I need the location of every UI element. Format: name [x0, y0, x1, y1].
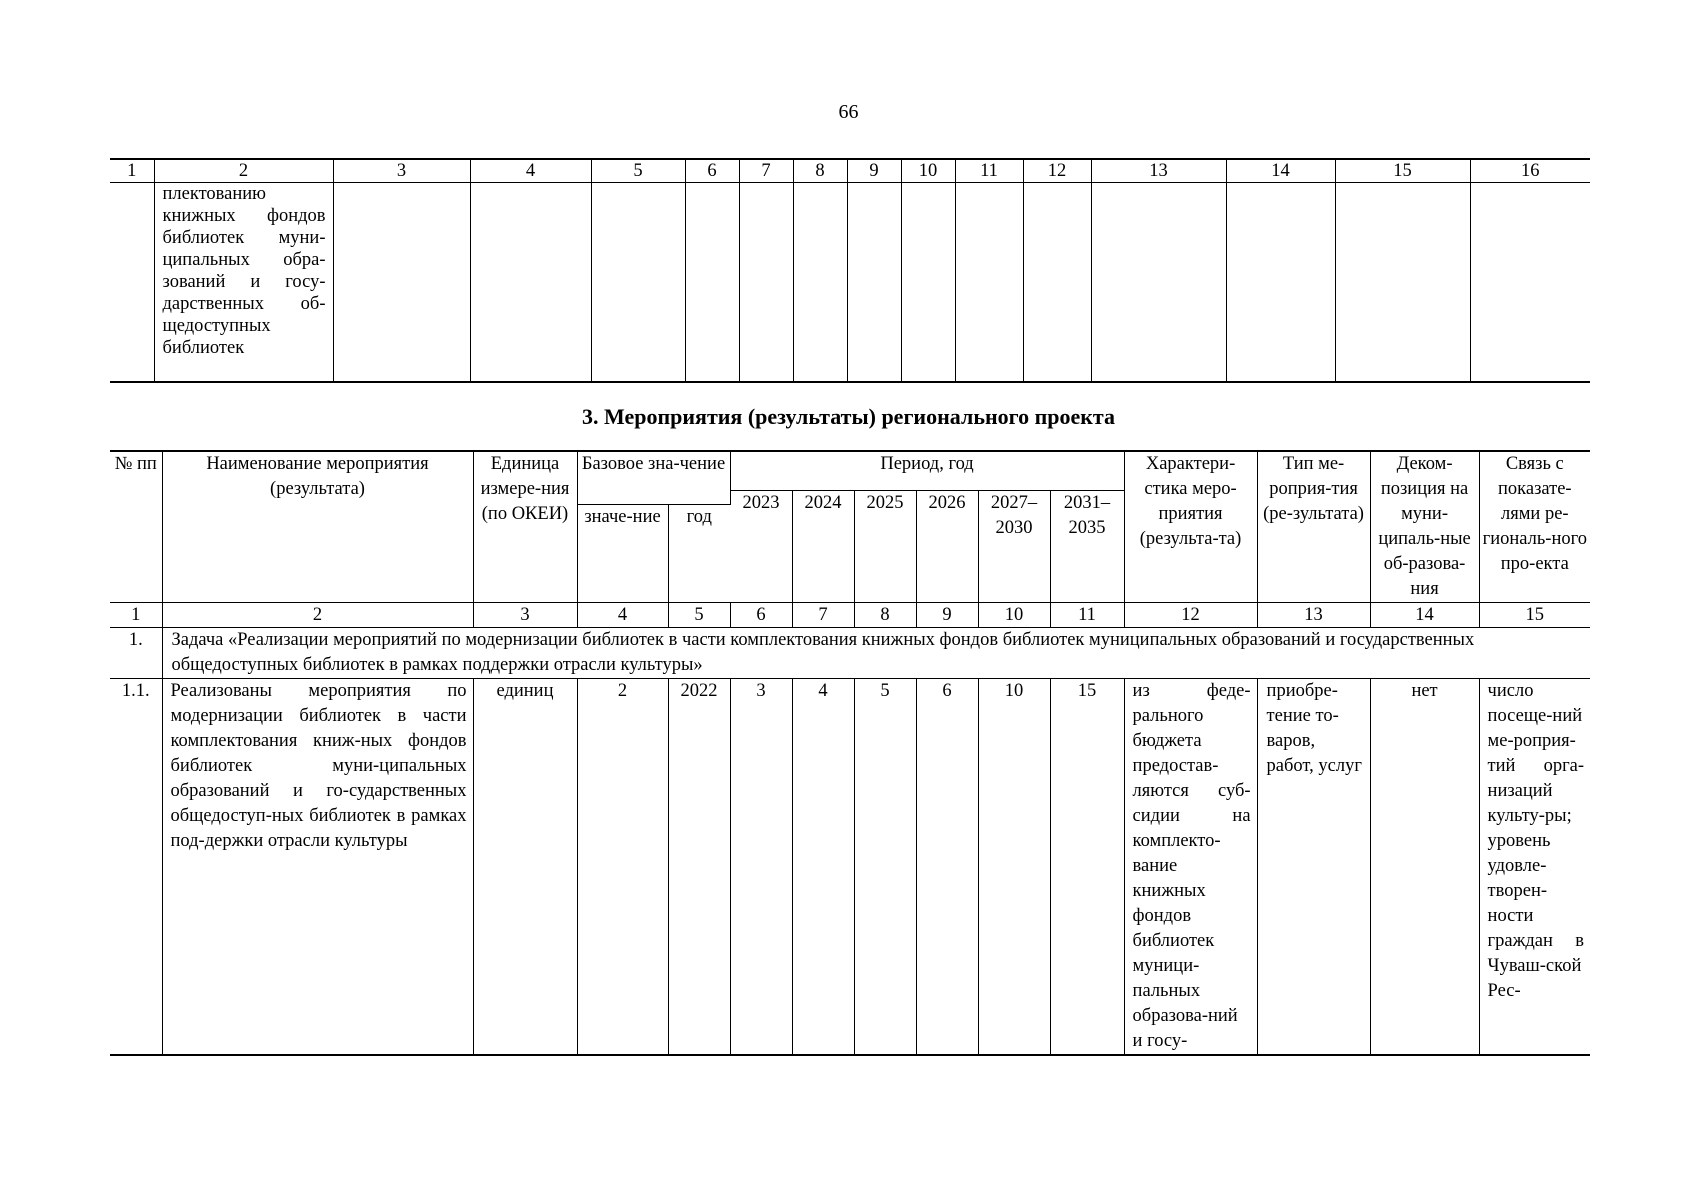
column-number: 3: [333, 159, 470, 183]
header-year: 2024: [792, 491, 854, 603]
column-number: 1: [110, 603, 162, 628]
column-number: 15: [1335, 159, 1470, 183]
column-number: 14: [1370, 603, 1479, 628]
column-number: 6: [685, 159, 739, 183]
header-row: [110, 451, 1590, 491]
column-number: 4: [577, 603, 668, 628]
column-number: 4: [470, 159, 591, 183]
row-base-year: 2022: [668, 679, 730, 1056]
table-row: [110, 679, 1590, 1056]
continuation-table: [110, 158, 1590, 383]
column-number: 9: [847, 159, 901, 183]
row-value-2026: 6: [916, 679, 978, 1056]
table-cell: [333, 183, 470, 383]
row-type: приобре-тение то-варов, работ, услуг: [1257, 679, 1370, 1056]
header-link: Связь с показате-лями ре-гиональ-ного про-екта: [1479, 451, 1590, 603]
header-type: Тип ме-роприя-тия (ре-зультата): [1257, 451, 1370, 603]
header-base: Базовое зна-чение: [577, 451, 730, 505]
column-number: 11: [955, 159, 1023, 183]
header-year: 2023: [730, 491, 792, 603]
column-number: 6: [730, 603, 792, 628]
row-value-2024: 4: [792, 679, 854, 1056]
column-number: 2: [162, 603, 473, 628]
column-number: 7: [739, 159, 793, 183]
row-name: Реализованы мероприятия по модернизации библиотек в части комплектования книж-ных фондов библиотек муни-ципальных образований и го-сударственных общедоступ-ных библиотек в рамках под-держки отрасли культуры: [162, 679, 473, 1056]
table-cell: [1091, 183, 1226, 383]
table-cell: [1335, 183, 1470, 383]
header-num: № пп: [110, 451, 162, 603]
table-cell: [955, 183, 1023, 383]
column-number: 14: [1226, 159, 1335, 183]
column-number: 3: [473, 603, 577, 628]
column-number: 11: [1050, 603, 1124, 628]
table-cell: [110, 183, 154, 383]
table-cell: [685, 183, 739, 383]
column-number: 1: [110, 159, 154, 183]
row-num: 1.1.: [110, 679, 162, 1056]
table-cell: [901, 183, 955, 383]
header-year: 2027–2030: [978, 491, 1050, 603]
column-number: 5: [591, 159, 685, 183]
header-unit: Единица измере-ния (по ОКЕИ): [473, 451, 577, 603]
row-link: число посеще-ний ме-роприя-тий орга-низаций культу-ры; уровень удовле-творен-ности граждан в Чуваш-ской Рес-: [1479, 679, 1590, 1056]
table-cell: [793, 183, 847, 383]
table-cell: [1470, 183, 1590, 383]
header-year: 2031–2035: [1050, 491, 1124, 603]
table-cell: [1226, 183, 1335, 383]
row-characteristic: из феде-рального бюджета предостав-ляются суб-сидии на комплекто-вание книжных фондов библиотек муници-пальных образова-ний и госу-: [1124, 679, 1257, 1056]
table-cell: [591, 183, 685, 383]
page-number: 66: [838, 101, 859, 123]
row-value-2027-2030: 10: [978, 679, 1050, 1056]
header-decomposition: Деком-позиция на муни-ципаль-ные об-разова-ния: [1370, 451, 1479, 603]
column-number: 13: [1257, 603, 1370, 628]
table-cell: [470, 183, 591, 383]
column-number: 13: [1091, 159, 1226, 183]
column-number: 9: [916, 603, 978, 628]
column-number-row: [110, 603, 1590, 628]
column-number: 10: [901, 159, 955, 183]
column-number: 2: [154, 159, 333, 183]
table-cell: [1023, 183, 1091, 383]
table-cell: [847, 183, 901, 383]
row-decomposition: нет: [1370, 679, 1479, 1056]
column-number: 15: [1479, 603, 1590, 628]
header-year: 2026: [916, 491, 978, 603]
column-number: 8: [854, 603, 916, 628]
row-value-2031-2035: 15: [1050, 679, 1124, 1056]
header-name: Наименование мероприятия (результата): [162, 451, 473, 603]
column-number: 10: [978, 603, 1050, 628]
row-base-value: 2: [577, 679, 668, 1056]
row-value-2023: 3: [730, 679, 792, 1056]
table-cell: [739, 183, 793, 383]
column-number: 12: [1023, 159, 1091, 183]
header-year: 2025: [854, 491, 916, 603]
task-text: Задача «Реализации мероприятий по модернизации библиотек в части комплектования книжных фондов библиотек муниципальных образований и государственных общедоступных библиотек в рамках поддержки отрасли культуры»: [162, 628, 1590, 679]
row-unit: единиц: [473, 679, 577, 1056]
header-characteristic: Характери-стика меро-приятия (результа-та): [1124, 451, 1257, 603]
task-row: [110, 628, 1590, 679]
continuation-row: [110, 183, 1590, 383]
column-number-row: [110, 159, 1590, 183]
column-number: 7: [792, 603, 854, 628]
continuation-text: плектованию книжных фондов библиотек муни-ципальных обра-зований и госу-дарственных об-щедоступных библиотек: [154, 183, 333, 383]
section-title: 3. Мероприятия (результаты) регионального проекта: [581, 404, 1116, 429]
activities-table: [110, 450, 1590, 1056]
task-num: 1.: [110, 628, 162, 679]
row-value-2025: 5: [854, 679, 916, 1056]
column-number: 16: [1470, 159, 1590, 183]
column-number: 8: [793, 159, 847, 183]
header-base-year: год: [668, 505, 730, 603]
column-number: 5: [668, 603, 730, 628]
header-period: Период, год: [730, 451, 1124, 491]
header-base-value: значе-ние: [577, 505, 668, 603]
column-number: 12: [1124, 603, 1257, 628]
